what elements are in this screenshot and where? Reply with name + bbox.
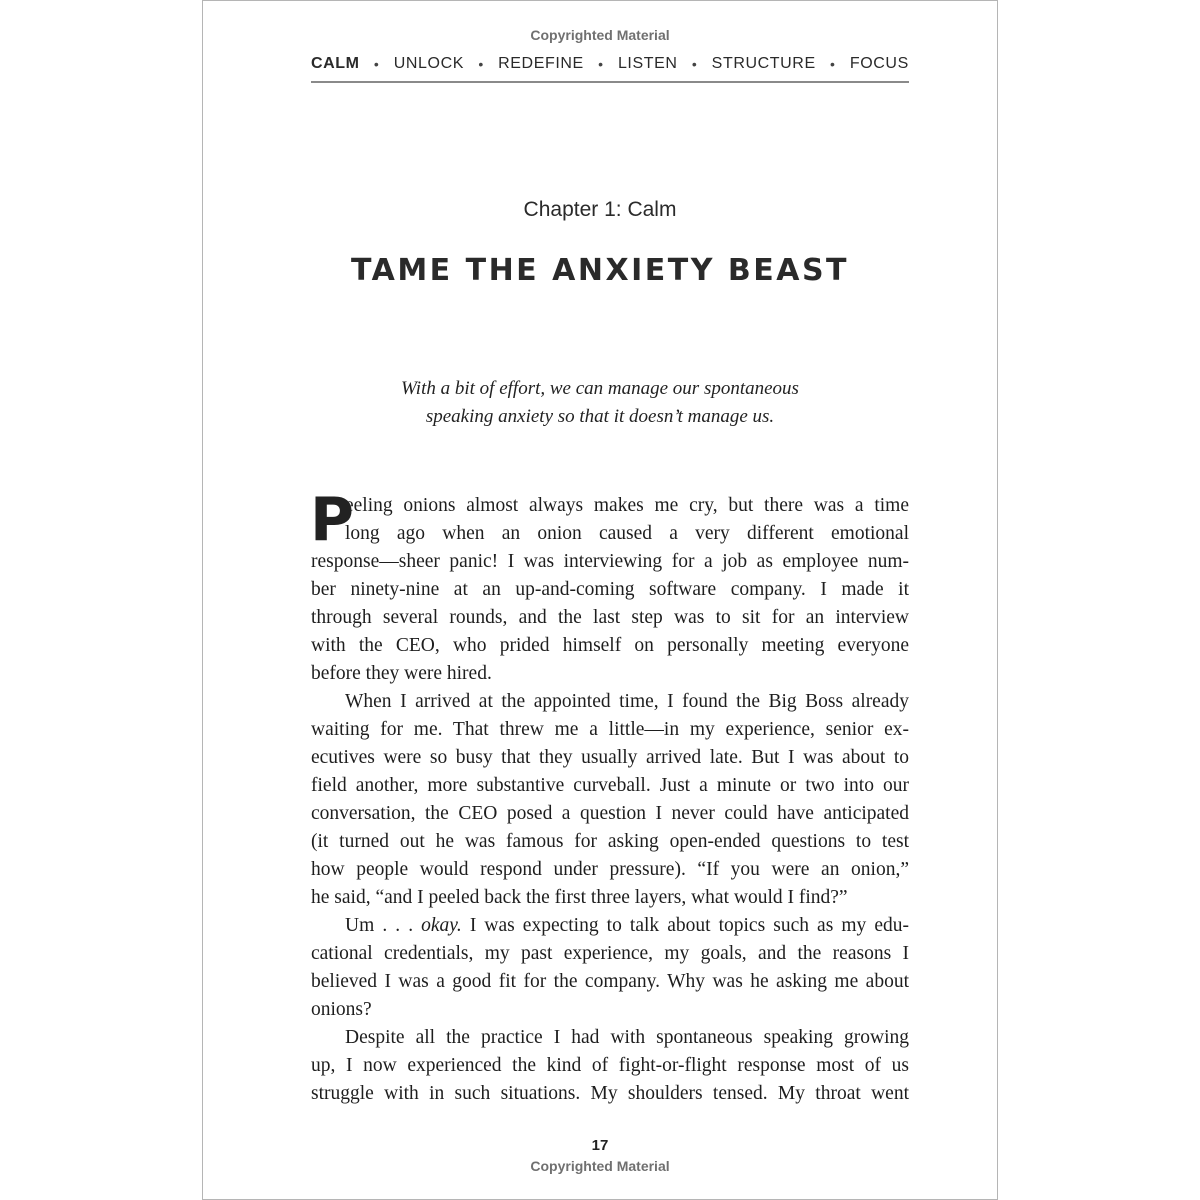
section-nav	[311, 55, 909, 73]
nav-calm: CALM	[311, 55, 360, 72]
drop-cap: P	[310, 485, 354, 555]
text-line: ber ninety-nine at an up-and-coming software company. I made it	[311, 579, 909, 600]
nav-unlock: UNLOCK	[393, 55, 465, 72]
text-line: waiting for me. That threw me a little—in my experience, senior ex-	[311, 719, 909, 740]
copyright-footer: Copyrighted Material	[530, 1158, 670, 1174]
text-line: response—sheer panic! I was interviewing for a job as employee num-	[311, 551, 909, 572]
text-line: long ago when an onion caused a very different emotional	[345, 523, 909, 544]
nav-listen: LISTEN	[617, 55, 678, 72]
italic-text: okay.	[421, 915, 462, 936]
text-segment: I was expecting to talk about topics such as my edu-	[461, 915, 910, 936]
header-rule	[311, 81, 909, 83]
text-line: field another, more substantive curveball. Just a minute or two into our	[311, 775, 909, 796]
text-line: before they were hired.	[311, 663, 492, 684]
nav-separator: •	[373, 56, 380, 72]
text-line: with the CEO, who prided himself on personally meeting everyone	[311, 635, 909, 656]
text-line: eeling onions almost always makes me cry, but there was a time	[345, 495, 909, 516]
nav-redefine: REDEFINE	[498, 55, 584, 72]
text-line: conversation, the CEO posed a question I never could have anticipated	[311, 803, 909, 824]
nav-separator: •	[478, 56, 484, 72]
page-number: 17	[591, 1137, 609, 1154]
text-line: ecutives were so busy that they usually arrived late. But I was about to	[311, 747, 909, 768]
text-line: up, I now experienced the kind of fight-or-flight response most of us	[311, 1055, 909, 1076]
nav-separator: •	[691, 56, 698, 72]
text-line: cational credentials, my past experience, my goals, and the reasons I	[311, 943, 909, 964]
text-line: (it turned out he was famous for asking open-ended questions to test	[311, 831, 909, 852]
nav-separator: •	[598, 56, 604, 72]
text-line: When I arrived at the appointed time, I found the Big Boss already	[345, 691, 909, 712]
text-segment: Um . . .	[345, 915, 422, 936]
nav-focus: FOCUS	[849, 55, 909, 72]
body-text	[310, 485, 910, 1108]
text-line	[311, 912, 909, 940]
text-line: Despite all the practice I had with spontaneous speaking growing	[345, 1027, 909, 1048]
text-line: through several rounds, and the last step was to sit for an interview	[311, 607, 909, 628]
text-line: struggle with in such situations. My shoulders tensed. My throat went	[311, 1083, 909, 1104]
chapter-label: Chapter 1: Calm	[523, 198, 677, 221]
text-line: how people would respond under pressure). “If you were an onion,”	[311, 859, 909, 880]
nav-separator: •	[830, 56, 836, 72]
copyright-header: Copyrighted Material	[530, 27, 670, 43]
chapter-title: TAME THE ANXIETY BEAST	[350, 253, 850, 288]
epigraph-line: With a bit of effort, we can manage our spontaneous	[401, 378, 799, 399]
epigraph-line: speaking anxiety so that it doesn’t manage us.	[425, 406, 775, 427]
nav-structure: STRUCTURE	[711, 55, 816, 72]
text-line: he said, “and I peeled back the first three layers, what would I find?”	[311, 887, 848, 908]
text-line: believed I was a good fit for the company. Why was he asking me about	[311, 971, 909, 992]
text-line: onions?	[311, 999, 372, 1020]
